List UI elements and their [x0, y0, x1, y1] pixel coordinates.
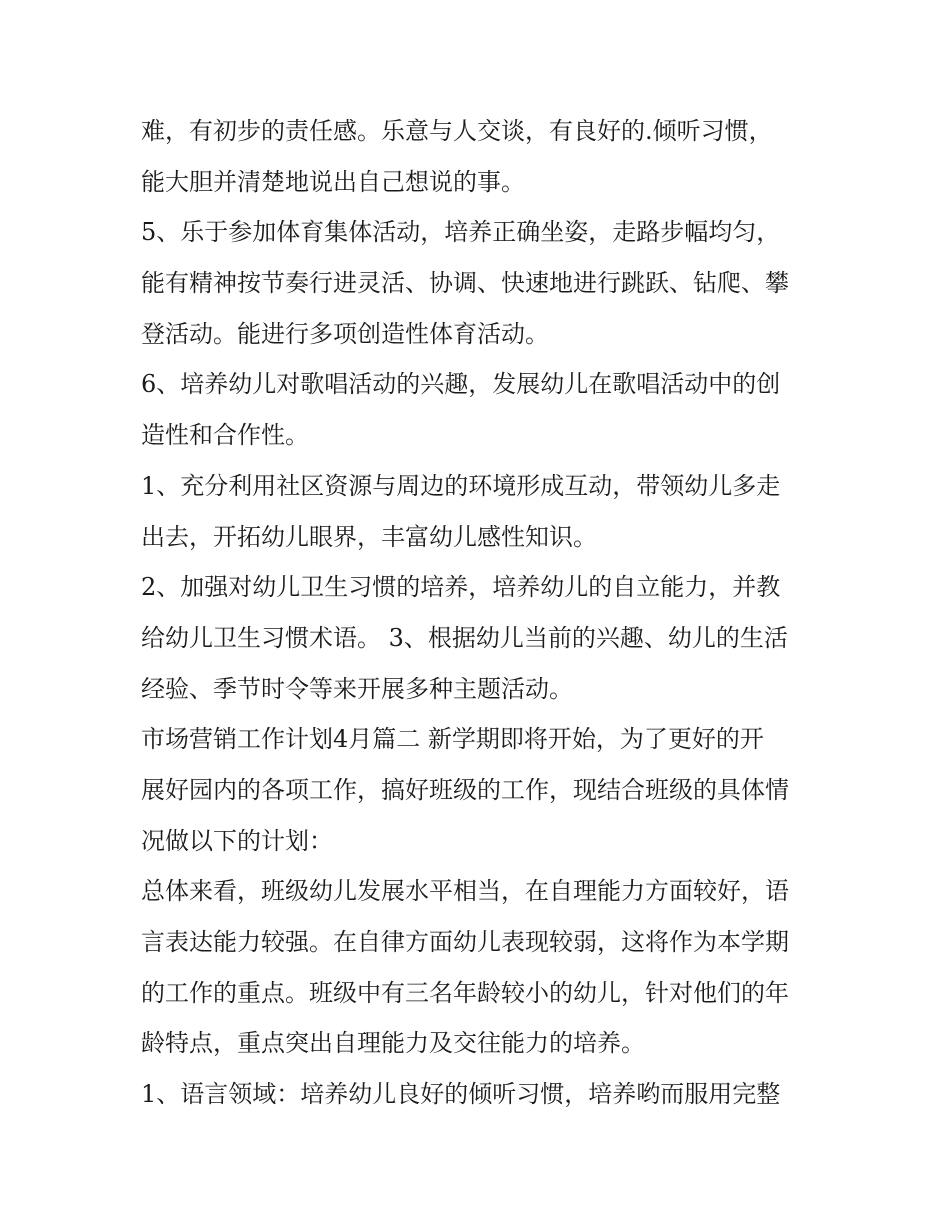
text-line: 能有精神按节奏行进灵活、协调、快速地进行跳跃、钻爬、攀: [141, 269, 789, 298]
text-line: 2、加强对幼儿卫生习惯的培养，培养幼儿的自立能力，并教: [141, 573, 781, 602]
text-line: 1、语言领域：培养幼儿良好的倾听习惯，培养哟而服用完整: [141, 1080, 781, 1109]
text-line: 造性和合作性。: [141, 421, 309, 450]
text-line: 给幼儿卫生习惯术语。 3、根据幼儿当前的兴趣、幼儿的生活: [141, 623, 788, 652]
text-line: 登活动。能进行多项创造性体育活动。: [141, 319, 549, 348]
text-line: 能大胆并清楚地说出自己想说的事。: [141, 167, 525, 196]
text-line: 龄特点，重点突出自理能力及交往能力的培养。: [141, 1029, 645, 1058]
text-line: 经验、季节时令等来开展多种主题活动。: [141, 674, 573, 703]
text-line: 出去，开拓幼儿眼界，丰富幼儿感性知识。: [141, 522, 597, 551]
text-line: 难，有初步的责任感。乐意与人交谈，有良好的.倾听习惯，: [141, 117, 773, 145]
text-line: 总体来看，班级幼儿发展水平相当，在自理能力方面较好，语: [141, 877, 789, 906]
text-line: 市场营销工作计划4月篇二 新学期即将开始，为了更好的开: [141, 725, 764, 754]
text-line: 的工作的重点。班级中有三名年龄较小的幼儿，针对他们的年: [141, 978, 789, 1007]
text-line: 言表达能力较强。在自律方面幼儿表现较弱，这将作为本学期: [141, 928, 789, 956]
text-line: 6、培养幼儿对歌唱活动的兴趣，发展幼儿在歌唱活动中的创: [141, 370, 781, 399]
document-body: [141, 106, 831, 1120]
text-line: 展好园内的各项工作，搞好班级的工作，现结合班级的具体情: [141, 775, 789, 804]
text-line: 况做以下的计划：: [141, 826, 333, 855]
text-line: 5、乐于参加体育集体活动，培养正确坐姿，走路步幅均匀，: [141, 218, 781, 247]
text-line: 1、充分利用社区资源与周边的环境形成互动，带领幼儿多走: [141, 471, 781, 500]
